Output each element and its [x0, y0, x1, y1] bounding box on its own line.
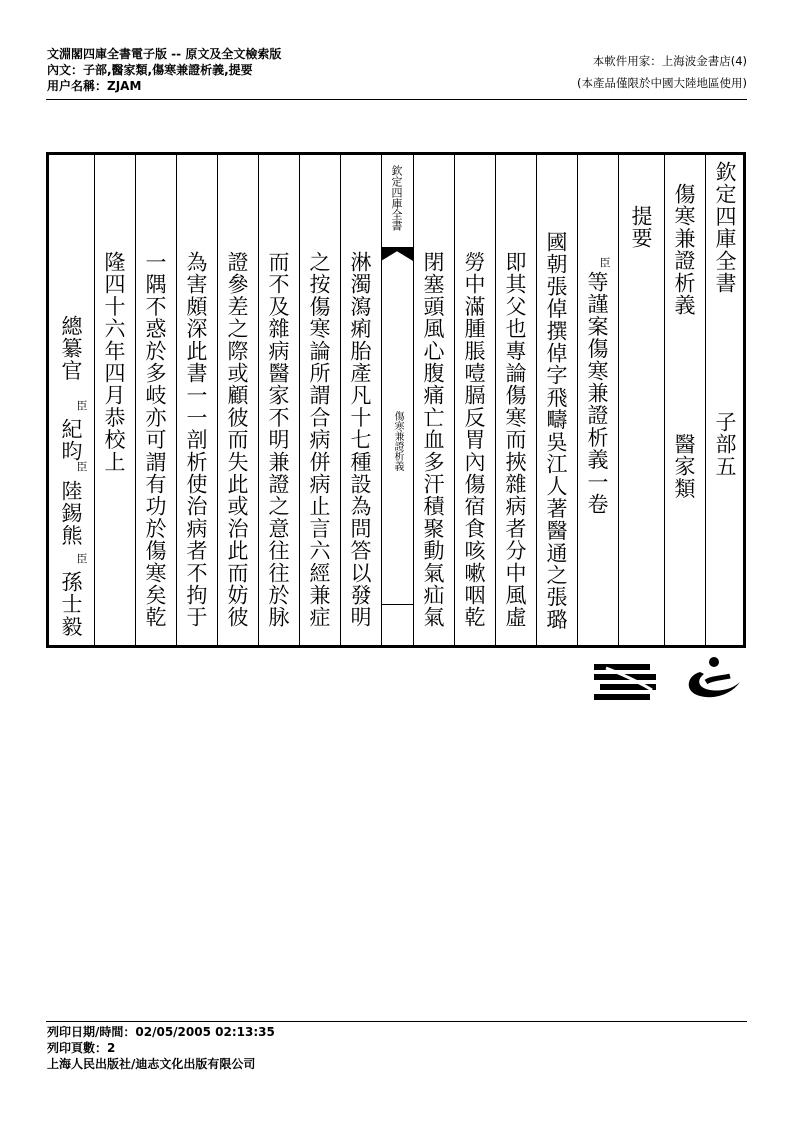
col17-chen-1: 臣: [75, 400, 88, 411]
col1-section: 子部五: [713, 411, 737, 478]
col6-text: 即其父也專論傷寒而挾雜病者分中風虛: [503, 251, 527, 629]
footer-rule: [46, 1021, 747, 1022]
col17-name-3: 孫士毅: [59, 571, 83, 638]
col7-text: 勞中滿腫脹噎膈反胃內傷宿食咳嗽咽乾: [462, 251, 486, 629]
header-licensee: 本軟件用家：上海波金書店(4): [592, 54, 747, 68]
seal-mark-icon: [678, 654, 746, 702]
print-page-count: 列印頁數：2: [47, 1041, 116, 1055]
header-right: [577, 50, 747, 94]
col5-text: 國朝張倬撰倬字飛疇吳江人著醫通之張璐: [544, 231, 568, 631]
margin-subtitle: 傷寒兼證析義: [392, 411, 403, 471]
header-left: [47, 46, 281, 94]
col1-title: 欽定四庫全書: [713, 161, 737, 295]
col17-chen-3: 臣: [75, 553, 88, 564]
col13-text: 證參差之際或顧彼而失此或治此而妨彼: [225, 251, 249, 629]
header-rule: [46, 99, 747, 100]
col17-chen-2: 臣: [75, 461, 88, 472]
col3-heading: 提要: [629, 205, 653, 250]
footer: [47, 1024, 275, 1072]
publisher: 上海人民出版社/迪志文化出版有限公司: [47, 1057, 256, 1071]
header-title: 文淵閣四庫全書電子版 -- 原文及全文檢索版: [47, 47, 282, 61]
col17-editor-title: 總纂官: [59, 315, 83, 382]
col12-text: 而不及雜病醫家不明兼證之意往往於脉: [266, 251, 290, 629]
header-content-path: 內文：子部,醫家類,傷寒兼證析義,提要: [47, 63, 253, 77]
col16-text: 隆四十六年四月恭校上: [102, 251, 126, 473]
col8-text: 閉塞頭風心腹痛亡血多汗積聚動氣疝氣: [421, 251, 445, 629]
col17-name-2: 陸錫熊: [59, 480, 83, 547]
col4-chen: 臣: [598, 257, 611, 268]
col17-name-1: 紀昀: [59, 418, 83, 463]
header-username: 用户名稱：ZJAM: [47, 79, 142, 93]
col2-category: 醫家類: [672, 433, 696, 500]
page-frame: [46, 152, 746, 648]
col15-text: 一隅不惑於多岐亦可謂有功於傷寒矣乾: [143, 251, 167, 629]
margin-rule: [381, 604, 413, 605]
publisher-logo-icon: [592, 660, 658, 702]
col4-text: 等謹案傷寒兼證析義一卷: [585, 271, 609, 516]
col10-text: 淋濁瀉痢胎產凡十七種設為問答以發明: [348, 251, 372, 629]
margin-title: 欽定四庫全書: [390, 165, 403, 231]
col11-text: 之按傷寒論所謂合病併病止言六經兼症: [307, 251, 331, 629]
print-datetime: 列印日期/時間：02/05/2005 02:13:35: [47, 1025, 275, 1039]
col2-book-title: 傷寒兼證析義: [672, 183, 696, 317]
header-region-note: (本產品僅限於中國大陸地區使用): [577, 76, 747, 90]
col14-text: 為害頗深此書一一剖析使治病者不拘于: [184, 251, 208, 629]
